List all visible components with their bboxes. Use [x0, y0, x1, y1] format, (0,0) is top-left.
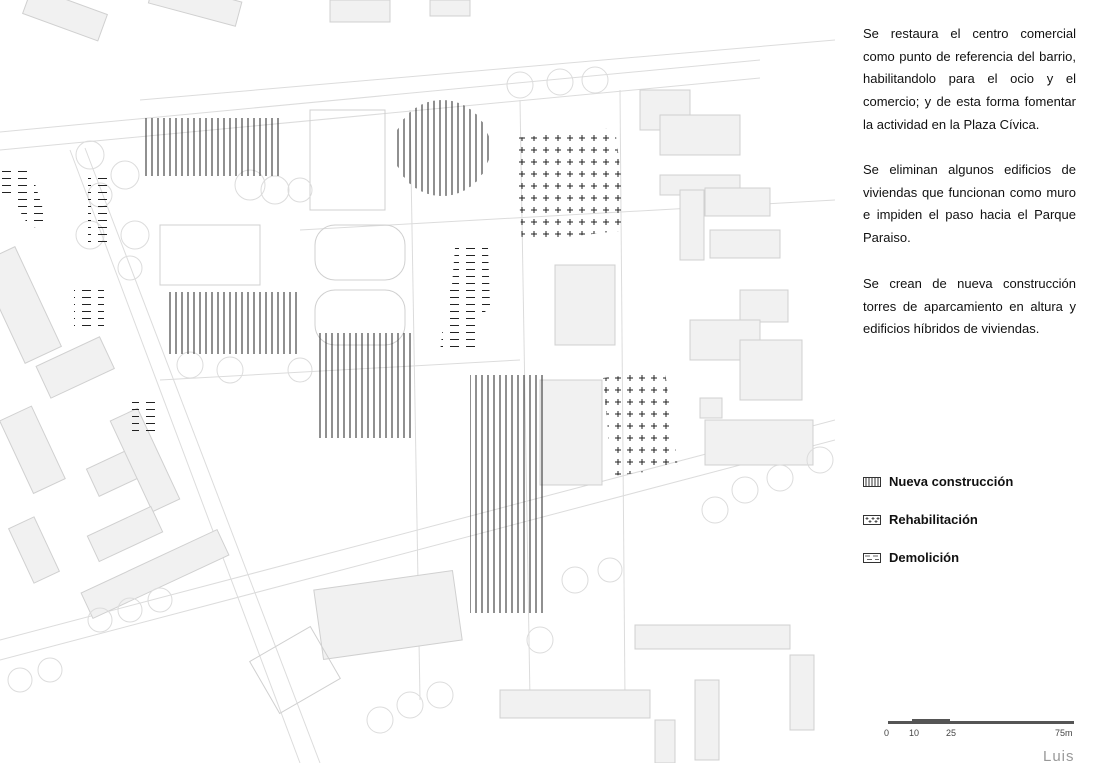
legend-item-new-construction	[863, 474, 1013, 489]
description-paragraph-demolish: Se eliminan algunos edificios de viviendas que funcionan como muro e impiden el paso hacia el Parque Paraiso.	[863, 162, 1076, 246]
new-construction-block	[143, 118, 280, 176]
demolition-block	[440, 248, 490, 352]
scale-label-25: 25	[946, 728, 957, 738]
legend-item-demolition	[863, 550, 959, 565]
legend-item-rehabilitation	[863, 512, 978, 527]
rehabilitation-block	[515, 128, 628, 242]
demolition-block	[88, 178, 110, 246]
scale-bar-graphic	[887, 716, 1077, 728]
vertical-lines-pattern-icon	[863, 477, 881, 487]
author-signature: Luis	[1043, 748, 1075, 765]
new-construction-block	[318, 333, 415, 438]
new-construction-block	[167, 292, 297, 354]
description-paragraph-restore: Se restaura el centro comercial como punto de referencia del barrio, habilitandolo para el ocio y el comercio; y de esta forma fomentar la actividad en la Plaza Cívica.	[863, 26, 1076, 132]
demolition-block	[74, 290, 104, 328]
dash-pattern-icon	[863, 553, 881, 563]
rehabilitation-block	[603, 371, 678, 476]
description-paragraph-build: Se crean de nueva construcción torres de aparcamiento en altura y edificios híbridos de viviendas.	[863, 276, 1076, 337]
scale-label-75m: 75m	[1055, 728, 1073, 738]
demolition-block	[132, 398, 162, 433]
legend-label: Demolición	[889, 550, 960, 565]
legend-label: Nueva construcción	[889, 474, 1014, 489]
description-panel	[835, 0, 1120, 763]
demolition-block	[0, 168, 48, 228]
new-construction-block	[470, 375, 545, 613]
new-construction-block	[394, 100, 490, 196]
scale-label-0: 0	[884, 728, 890, 738]
legend-label: Rehabilitación	[889, 512, 978, 527]
scale-label-10: 10	[909, 728, 920, 738]
cross-pattern-icon	[863, 515, 881, 525]
